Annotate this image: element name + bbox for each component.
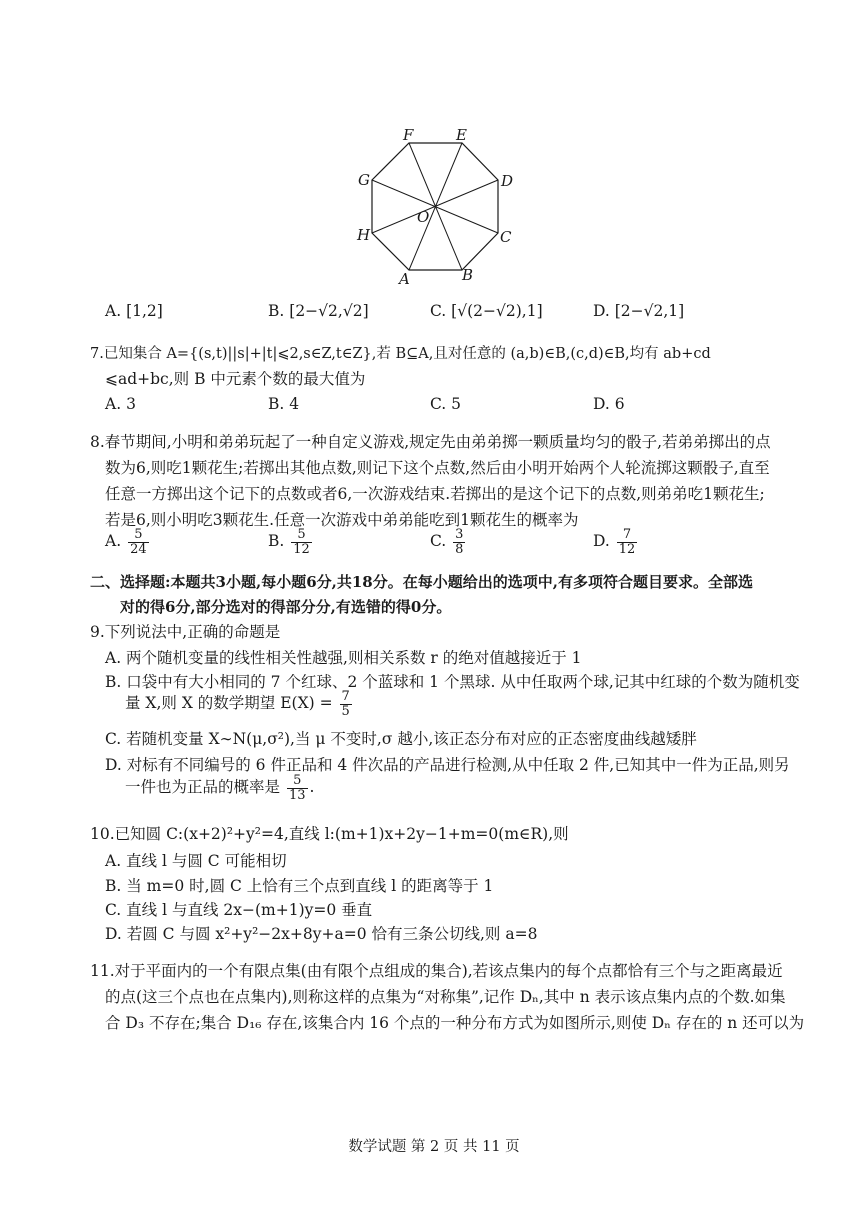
label-H: H xyxy=(357,226,371,244)
q10-option-b: B. 当 m=0 时,圆 C 上恰有三个点到直线 l 的距离等于 1 xyxy=(105,877,494,895)
q11-stem-line3: 合 D₃ 不存在;集合 D₁₆ 存在,该集合内 16 个点的一种分布方式为如图所示,则使 Dₙ 存在的 n 还可以为 xyxy=(105,1014,805,1032)
q8-stem-line3: 任意一方掷出这个记下的点数或者6,一次游戏结束.若掷出的是这个记下的点数,则弟弟吃1颗花生; xyxy=(105,485,765,503)
q9-option-d-line2: 一件也为正品的概率是 $\frac{5}{13}$ . xyxy=(125,773,315,803)
q9-stem: 9.下列说法中,正确的命题是 xyxy=(90,623,281,641)
q8-option-b: B. $\frac{5}{12}$ xyxy=(268,527,310,557)
q9-option-a: A. 两个随机变量的线性相关性越强,则相关系数 r 的绝对值越接近于 1 xyxy=(105,649,582,667)
q10-option-d: D. 若圆 C 与圆 x²+y²−2x+8y+a=0 恰有三条公切线,则 a=8 xyxy=(105,925,538,943)
q7-option-b: B. 4 xyxy=(268,395,300,413)
q8-stem-line2: 数为6,则吃1颗花生;若掷出其他点数,则记下这个点数,然后由小明开始两个人轮流掷这颗骰子,直至 xyxy=(105,459,770,477)
q8-option-c: C. $\frac{3}{8}$ xyxy=(430,527,464,557)
q11-stem-line2: 的点(这三个点也在点集内),则称这样的点集为“对称集”,记作 Dₙ,其中 n 表示该点集内点的个数.如集 xyxy=(105,988,786,1006)
q6-option-a: A. [1,2] xyxy=(105,302,163,320)
q8-stem-line4: 若是6,则小明吃3颗花生.任意一次游戏中弟弟能吃到1颗花生的概率为 xyxy=(105,511,579,529)
q7-stem-line2: ⩽ad+bc,则 B 中元素个数的最大值为 xyxy=(105,370,366,388)
label-D: D xyxy=(501,172,514,190)
q6-option-b: B. [2−√2,√2] xyxy=(268,302,369,320)
q9-option-c: C. 若随机变量 X∼N(μ,σ²),当 μ 不变时,σ 越小,该正态分布对应的正态密度曲线越矮胖 xyxy=(105,730,697,748)
q6-option-d: D. [2−√2,1] xyxy=(593,302,685,320)
section2-header-line2: 对的得6分,部分选对的得部分分,有选错的得0分。 xyxy=(120,598,452,616)
q8-option-a: A. $\frac{5}{24}$ xyxy=(105,527,147,557)
page-footer: 数学试题 第 2 页 共 11 页 xyxy=(348,1139,520,1155)
q11-stem-line1: 11.对于平面内的一个有限点集(由有限个点组成的集合),若该点集内的每个点都恰有三个与之距离最近 xyxy=(90,962,783,980)
q7-stem-line1: 7.已知集合 A={(s,t)||s|+|t|⩽2,s∈Z,t∈Z},若 B⊆A,且对任意的 (a,b)∈B,(c,d)∈B,均有 ab+cd xyxy=(90,346,711,362)
q7-option-a: A. 3 xyxy=(105,395,136,413)
q9-option-b-line1: B. 口袋中有大小相同的 7 个红球、2 个蓝球和 1 个黑球. 从中任取两个球,记其中红球的个数为随机变 xyxy=(105,673,800,691)
label-G: G xyxy=(358,171,370,189)
label-O: O xyxy=(417,208,430,226)
q9-option-d-line1: D. 对标有不同编号的 6 件正品和 4 件次品的产品进行检测,从中任取 2 件,已知其中一件为正品,则另 xyxy=(105,756,790,774)
label-E: E xyxy=(456,126,467,144)
label-A: A xyxy=(399,270,410,288)
section2-header-line1: 二、选择题:本题共3小题,每小题6分,共18分。在每小题给出的选项中,有多项符合题目要求。全部选 xyxy=(90,573,753,591)
q8-option-d: D. $\frac{7}{12}$ xyxy=(593,527,636,557)
q8-stem-line1: 8.春节期间,小明和弟弟玩起了一种自定义游戏,规定先由弟弟掷一颗质量均匀的骰子,若弟弟掷出的点 xyxy=(90,433,771,451)
label-F: F xyxy=(403,126,414,144)
q6-option-c: C. [√(2−√2),1] xyxy=(430,302,543,320)
q10-option-a: A. 直线 l 与圆 C 可能相切 xyxy=(105,852,287,870)
q7-option-c: C. 5 xyxy=(430,395,462,413)
q7-option-d: D. 6 xyxy=(593,395,625,413)
label-B: B xyxy=(462,266,474,284)
q10-option-c: C. 直线 l 与直线 2x−(m+1)y=0 垂直 xyxy=(105,901,373,919)
q9-option-b-line2: 量 X,则 X 的数学期望 E(X) = $\frac{7}{5}$ xyxy=(125,689,350,719)
q10-stem: 10.已知圆 C:(x+2)²+y²=4,直线 l:(m+1)x+2y−1+m=0(m∈R),则 xyxy=(90,825,569,843)
octagon-figure xyxy=(340,120,530,290)
label-C: C xyxy=(500,228,512,246)
